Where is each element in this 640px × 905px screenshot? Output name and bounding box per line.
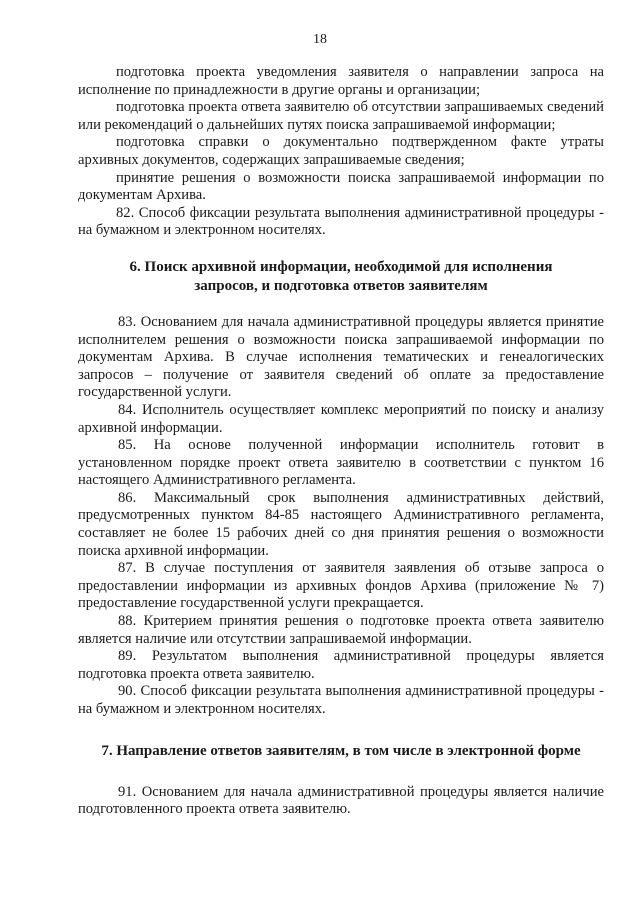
paragraph-90: 90. Способ фиксации результата выполнения административной процедуры - на бумажном и электронном носителях. — [78, 683, 604, 717]
section-7-title: 7. Направление ответов заявителям, в том числе в электронной форме — [101, 742, 581, 759]
paragraph-notification-draft: подготовка проекта уведомления заявителя о направлении запроса на исполнение по принадлежности в другие органы и организации; — [78, 64, 604, 98]
paragraph-82: 82. Способ фиксации результата выполнения административной процедуры - на бумажном и электронном носителях. — [78, 204, 604, 239]
paragraph-84: 84. Исполнитель осуществляет комплекс мероприятий по поиску и анализу архивной информации. — [78, 401, 604, 436]
paragraph-absence-answer-draft: подготовка проекта ответа заявителю об отсутствии запрашиваемых сведений или рекомендаций о дальнейших путях поиска запрашиваемой информации; — [78, 99, 604, 133]
section-spacer — [78, 296, 604, 314]
paragraph-search-decision: принятие решения о возможности поиска запрашиваемой информации по документам Архива. — [78, 169, 604, 204]
paragraph-88: 88. Критерием принятия решения о подготовке проекта ответа заявителю является наличие или отсутствии запрашиваемой информации. — [78, 613, 604, 647]
section-6-title-line-2: запросов, и подготовка ответов заявителям — [194, 277, 488, 294]
document-body — [78, 64, 604, 819]
paragraph-loss-certificate: подготовка справки о документально подтвержденном факте утраты архивных документов, содержащих запрашиваемые сведения; — [78, 134, 604, 168]
paragraph-91: 91. Основанием для начала административной процедуры является наличие подготовленного проекта ответа заявителю. — [78, 783, 604, 818]
paragraph-87: 87. В случае поступления от заявителя заявления об отзыве запроса о предоставлении информации из архивных фондов Архива (приложение № 7) предоставление государственной услуги прекращается. — [78, 560, 604, 612]
section-spacer — [78, 761, 604, 784]
section-spacer — [78, 719, 604, 742]
section-spacer — [78, 240, 604, 258]
paragraph-86: 86. Максимальный срок выполнения административных действий, предусмотренных пунктом 84-85 настоящего Административного регламента, составляет не более 15 рабочих дней со дня принятия решения о возможности поиска архивной информации. — [78, 489, 604, 559]
paragraph-89: 89. Результатом выполнения административной процедуры является подготовка проекта ответа заявителю. — [78, 648, 604, 682]
page-number: 18 — [313, 32, 327, 47]
paragraph-85: 85. На основе полученной информации исполнитель готовит в установленном порядке проект ответа заявителю в соответствии с пунктом 16 настоящего Административного регламента. — [78, 437, 604, 489]
paragraph-83: 83. Основанием для начала административной процедуры является принятие исполнителем решения о возможности поиска запрашиваемой информации по документам Архива. В случае исполнения тематических и генеалогических запросов – получение от заявителя сведений об оплате за предоставление государственной услуги. — [78, 313, 604, 401]
section-6-title-line-1: 6. Поиск архивной информации, необходимой для исполнения — [129, 258, 553, 275]
